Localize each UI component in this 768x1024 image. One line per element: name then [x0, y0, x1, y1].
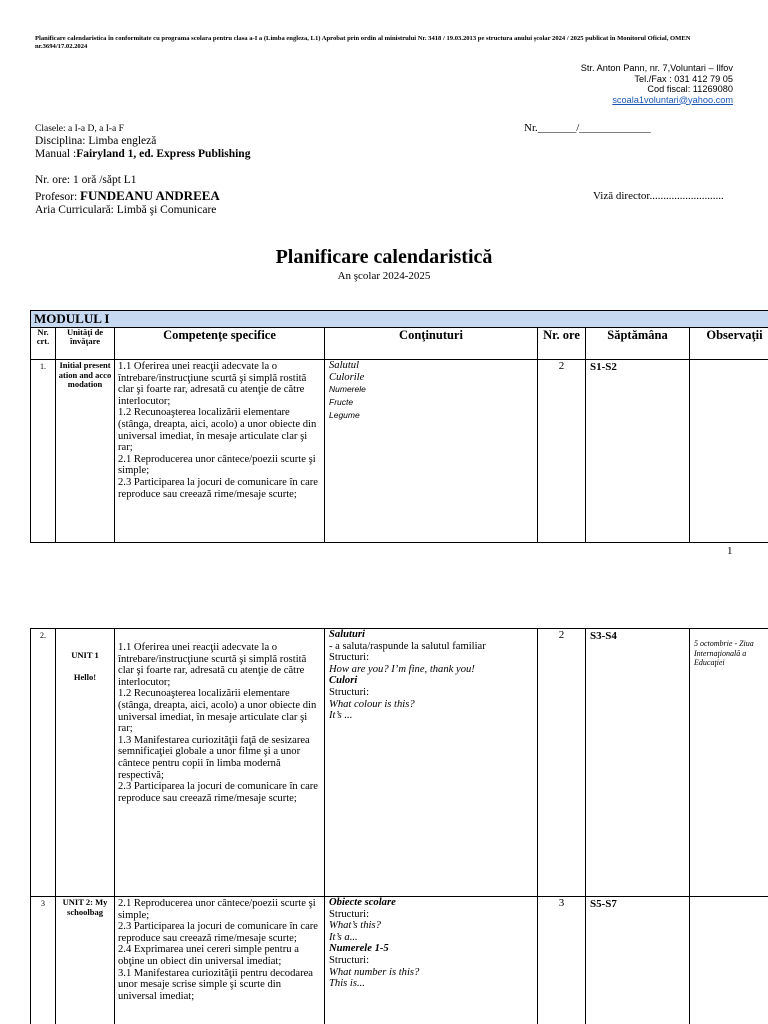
content-item: What’s this? [329, 920, 381, 932]
hours-cell: 2 [538, 629, 586, 897]
content-item: What number is this? [329, 966, 420, 978]
content-item: It’s a... [329, 931, 358, 943]
teacher-label: Profesor: [35, 191, 81, 203]
page-number: 1 [727, 545, 733, 557]
module-header: MODULUL I [31, 311, 768, 328]
observations-cell [690, 360, 768, 543]
week-cell: S3-S4 [586, 629, 690, 897]
page-title: Planificare calendaristică [275, 246, 493, 268]
content-heading: Obiecte scolare [329, 897, 396, 908]
header-week: Săptămâna [586, 328, 690, 360]
contents-cell [325, 629, 538, 897]
school-email-link[interactable]: scoala1voluntari@yahoo.com [612, 94, 733, 105]
table-row [31, 897, 768, 1024]
curricular-area-line: Aria Curriculară: Limbă şi Comunicare [35, 204, 217, 216]
row-number: 3 [31, 897, 56, 1024]
hours-cell: 2 [538, 360, 586, 543]
planning-table-part-1 [30, 310, 768, 543]
content-item: Structuri: [329, 686, 370, 698]
header-observations: Observaţii [690, 328, 768, 360]
content-item: It’s ... [329, 710, 353, 722]
school-info [581, 63, 733, 105]
teacher-line [35, 189, 220, 204]
competences-cell: 1.1 Oferirea unei reacţii adecvate la o întrebare/instrucţiune scurtă şi simplă rostită clar şi foarte rar, adresată cu atenţie de către interlocutor; 1.2 Recunoaşterea localizării elementare (stânga, dreapta, aici, acolo) a unor obiecte din universal imediat, în mesaje articulate clar şi rar; 2.1 Reproducerea unor cântece/poezii scurte şi simple; 2.3 Participarea la jocuri de comunicare în care reproduce sau creează rime/mesaje scurte; [115, 360, 325, 543]
manual-value: Fairyland 1, ed. Express Publishing [76, 148, 251, 160]
competences-cell: 1.1 Oferirea unei reacţii adecvate la o întrebare/instrucţiune scurtă şi simplă rostită clar şi foarte rar, adresată cu atenţie de către interlocutor; 1.2 Recunoaşterea localizării elementare (stânga, dreapta, aici, acolo) a unor obiecte din universal imediat, în mesaje articulate clar şi rar; 1.3 Manifestarea curiozităţii faţă de sesizarea semnificaţiei globale a unor filme şi a unor cântece pentru copii în limba modernă respectivă; 2.3 Participarea la jocuri de comunicare în care reproduce sau creează rime/mesaje scurte; [115, 629, 325, 897]
content-item: Numerele [329, 384, 366, 395]
content-item: How are you? I’m fine, thank you! [329, 663, 475, 675]
table-row [31, 360, 768, 543]
content-item: Salutul [329, 360, 360, 371]
content-heading: Numerele 1-5 [329, 943, 389, 955]
content-item: Structuri: [329, 954, 370, 966]
planning-table-part-2 [30, 628, 768, 1024]
page-subtitle: An şcolar 2024-2025 [337, 270, 431, 282]
hours-line: Nr. ore: 1 oră /săpt L1 [35, 174, 137, 186]
unit-name: Hello! [73, 671, 97, 682]
school-fiscal-code: Cod fiscal: 11269080 [647, 84, 733, 94]
header-nr: Nr. crt. [31, 328, 56, 360]
manual-label: Manual : [35, 148, 77, 160]
school-address: Str. Anton Pann, nr. 7,Voluntari – Ilfov [580, 63, 733, 73]
content-heading: Saluturi [329, 629, 365, 640]
header-units: Unităţi de învăţare [56, 328, 115, 360]
content-heading: Culori [329, 675, 358, 687]
director-approval-field: Viză director........................... [593, 190, 724, 202]
content-item: - a saluta/raspunde la salutul familiar [329, 640, 486, 652]
content-item: Structuri: [329, 908, 370, 920]
week-cell: S1-S2 [586, 360, 690, 543]
unit-name: Initial presentation and accomodation [56, 360, 115, 543]
unit-title: UNIT 1 [71, 650, 99, 660]
table-row [31, 629, 768, 897]
hours-cell: 3 [538, 897, 586, 1024]
header-contents: Conţinuturi [325, 328, 538, 360]
manual-line [35, 148, 250, 161]
teacher-name: FUNDEANU ANDREEA [80, 188, 220, 203]
content-item: What colour is this? [329, 698, 415, 710]
school-phone: Tel./Fax : 031 412 79 05 [634, 73, 733, 84]
header-note: Planificare calendaristica în conformitate cu programa scolara pentru clasa a-I a (Limba engleza, L1) Aprobat prin ordin al ministrului Nr. 3418 / 19.03.2013 pe structura anului şcolar 2024 / 2025 publicat în Monitorul Oficial, OMEN nr.3694/17.02.2024 [35, 35, 691, 50]
registration-number-field: Nr._______/_____________ [524, 122, 651, 134]
observations-cell: 5 octombrie - Ziua Internaţională a Educaţiei [690, 629, 768, 897]
unit-cell [56, 629, 115, 897]
header-hours: Nr. ore [538, 328, 586, 360]
contents-cell [325, 360, 538, 543]
content-item: This is... [329, 978, 365, 990]
observations-cell [690, 897, 768, 1024]
competences-cell: 2.1 Reproducerea unor cântece/poezii scurte şi simple; 2.3 Participarea la jocuri de comunicare în care reproduce sau creează rime/mesaje scurte; 2.4 Exprimarea unei cereri simple pentru a obţine un obiect din universal imediat; 3.1 Manifestarea curiozităţii pentru decodarea unor mesaje scrise simple şi scurte din universal imediat; [115, 897, 325, 1024]
week-cell: S5-S7 [586, 897, 690, 1024]
classes-line: Clasele: a I-a D, a I-a F [35, 124, 124, 134]
contents-cell [325, 897, 538, 1024]
content-item: Legume [329, 409, 360, 420]
row-number: 1. [31, 360, 56, 543]
unit-name: UNIT 2: My schoolbag [56, 897, 115, 1024]
content-item: Fructe [329, 396, 354, 407]
content-item: Structuri: [329, 652, 370, 664]
header-competences: Competenţe specifice [115, 328, 325, 360]
discipline-line: Disciplina: Limba engleză [35, 135, 157, 147]
row-number: 2. [31, 629, 56, 897]
content-item: Culorile [329, 371, 365, 383]
